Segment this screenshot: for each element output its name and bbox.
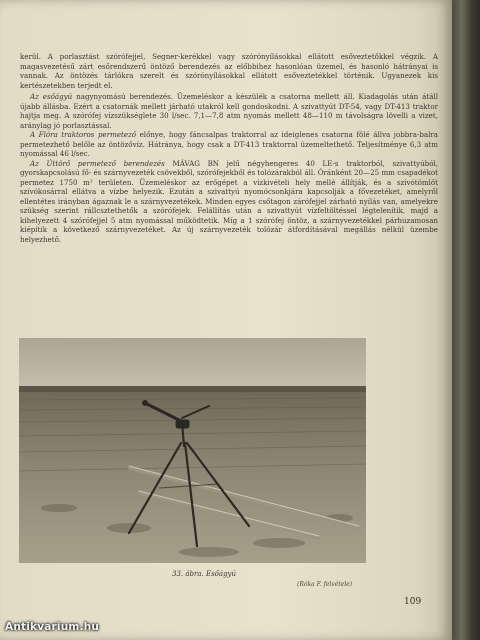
paragraph-2 <box>20 92 438 130</box>
paragraph-2-lead: Az esőágyú <box>30 92 73 101</box>
paragraph-3-body: előnye, hogy fáncsalpas traktorral az ideiglenes csatorna fölé állva jobbra-balra permetezhető belőle az öntözővíz. Hátránya, hogy csak a DT-413 traktorral üzemeltethető. Teljesítménye 6,3 atm nyomással 46 l/sec. <box>20 130 438 158</box>
sprinkler-field-illustration <box>19 338 366 563</box>
paragraph-2-body: nagynyomású berendezés. Üzemeléskor a készülék a csatorna mellett áll. Kiadagolás után átáll újabb állásba. Ezért a csatornák mellett járható utakról kell gondoskodni. A szivattyút DT-54, vagy DT-413 traktor hajtja meg. A szórófej vízszükséglete 30 l/sec. 7,1—7,8 atm nyomás mellett 48—110 m távolságra lövelli a vizet, aránylag jó porlasztással. <box>20 92 439 130</box>
figure-credit: (Róka F. felvétele) <box>297 581 353 588</box>
paragraph-1: kerül. A porlasztást szórófejjel, Segner-kerékkel vagy szórónyílásokkal ellátott esőveztetőkkel végzik. A magasvezetésű zárt esőrendszerű öntöző berendezés az előbbihez hasonlóan üzemel, és hasonló hátrányai is vannak. Az öntözés tárlókra szerelt és szórónyílásokkal ellátott esőveztetékkel történik. Ugyanezek kis kertészetekben terjedt el. <box>20 52 438 90</box>
body-text <box>20 52 438 244</box>
figure-caption: 33. ábra. Esőágyú <box>172 570 237 578</box>
book-binding <box>452 0 480 640</box>
paragraph-4-lead: Az Úttörő permetező berendezés <box>30 158 165 168</box>
watermark-logo: Antikvarium.hu <box>5 621 100 633</box>
paragraph-4-body: MÁVAG BN jelű négyhengeres 40 LE-s traktorból, szivattyúból, gyorskapcsolású fő- és szárnyvezeték csövekből, szórófejekből és tolózárakból áll. Óránként 20—25 mm csapadékot permetez 1750 m² területen. Üzemeléskor az erőgépet a vízkivételi hely mellé állítják, és a szívótömlőt szívókosárral ellátva a vízbe helyezik. Ezután a szivattyú nyomócsonkjára kapcsolják a fővezetéket, amelyről ellentétes irányban ágaznak le a szárnyvezetékek. Minden egyes csőtagon zárófejjel zárható nyílás van, amelyekre szükség szerint rállcsztethetők a szórófejek. Felállítás után a szivattyút vízfeltöltéssel légtelenítik, majd a kihelyezett 4 szórófejjel 5 atm nyomással működtetik. Míg a 1 szórófej öntöz, a szárnyvezetékkel párhuzamosan kiépítik a következő szárnyvezetéket. Az új szárnyvezeték tolózár átfordításával megállás nélkül üzembe helyezhető. <box>20 158 438 244</box>
paragraph-3 <box>20 130 438 159</box>
paragraph-3-lead: A Flóra traktoros permetező <box>30 130 137 139</box>
paragraph-4 <box>20 159 438 245</box>
figure-photo <box>19 338 366 563</box>
page-number: 109 <box>404 597 422 607</box>
